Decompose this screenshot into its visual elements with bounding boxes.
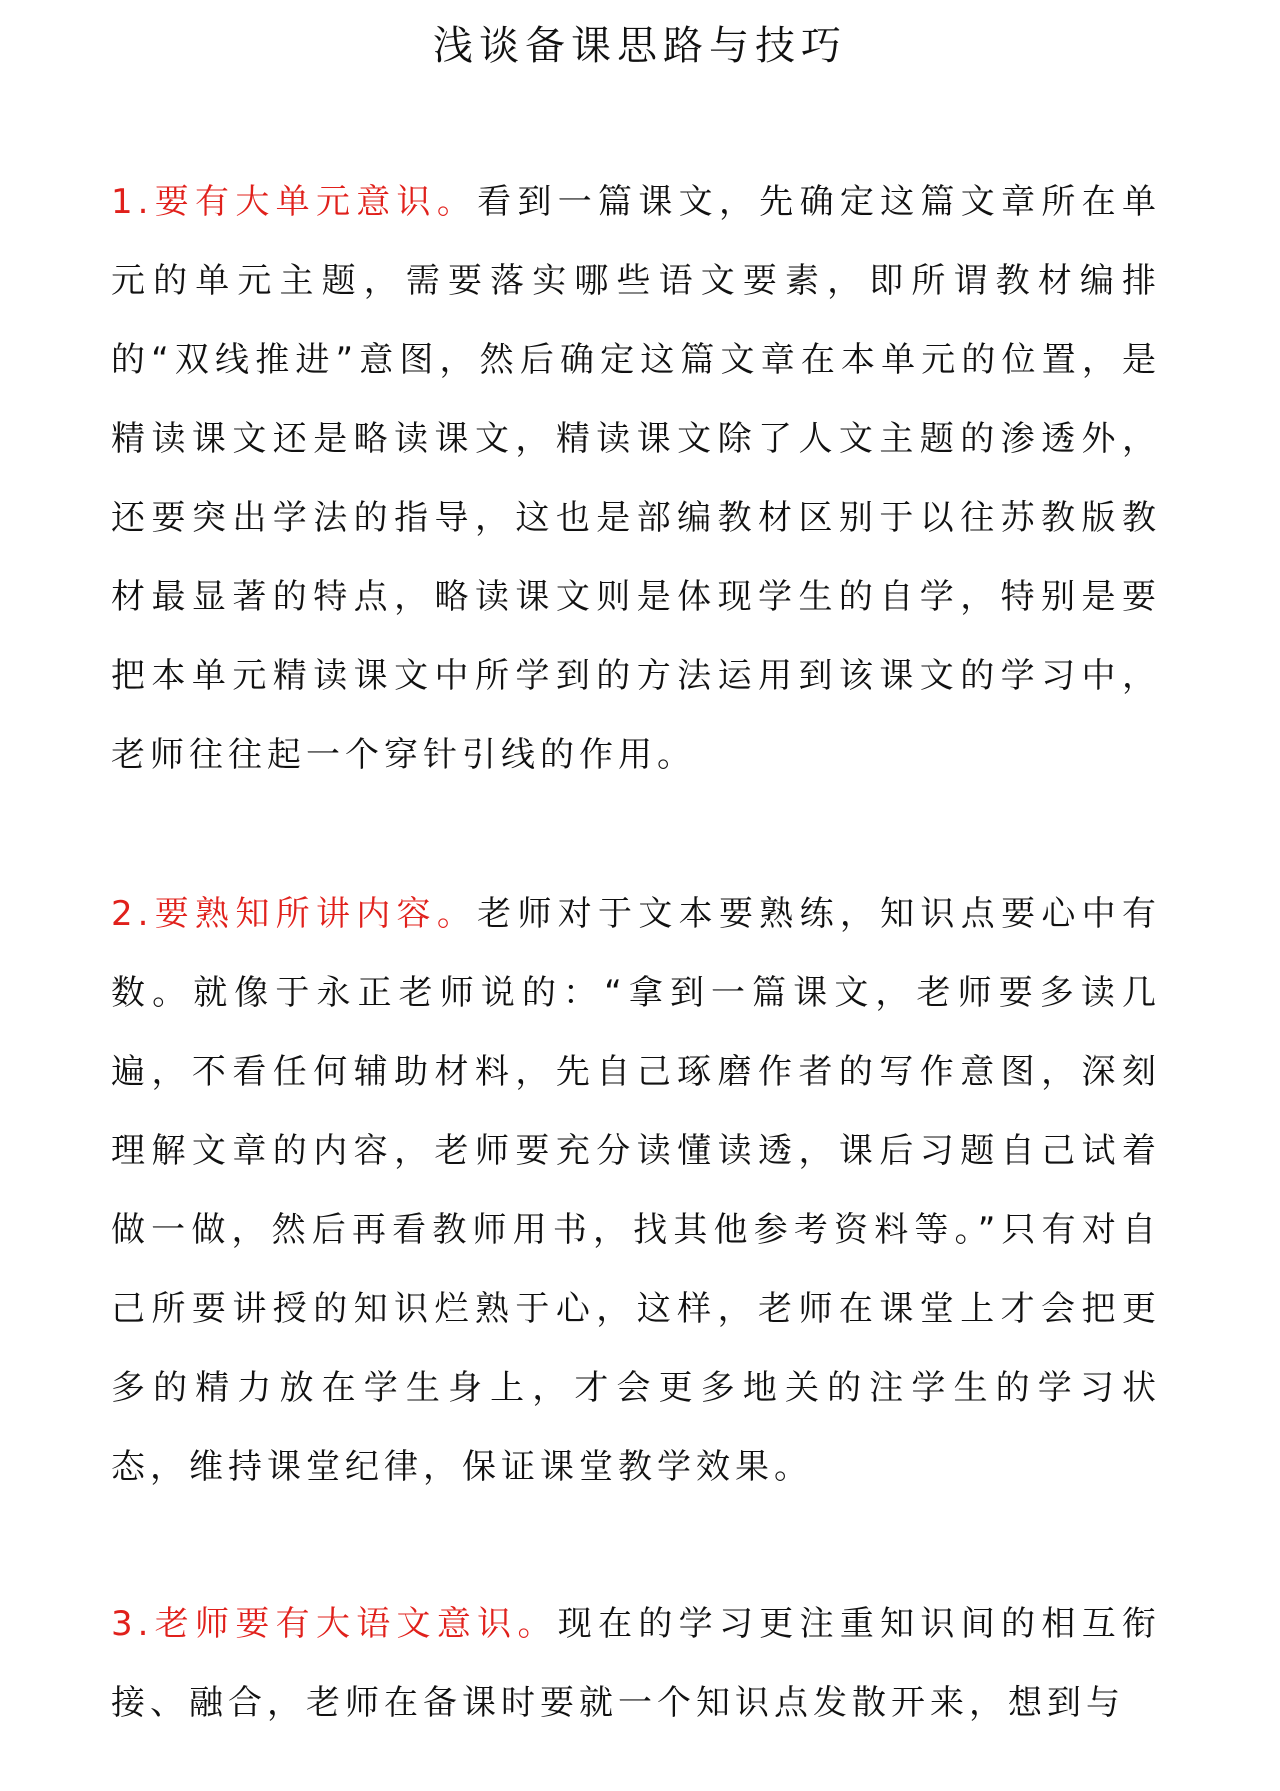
section-1-body: 看到一篇课文，先确定这篇文章所在单元的单元主题，需要落实哪些语文要素，即所谓教材编排的“双线推进”意图，然后确定这篇文章在本单元的位置，是精读课文还是略读课文，精读课文除了人文主题的渗透外，还要突出学法的指导，这也是部编教材区别于以往苏教版教材最显著的特点，略读课文则是体现学生的自学，特别是要把本单元精读课文中所学到的方法运用到该课文的学习中，老师往往起一个穿针引线的作用。 (111, 182, 1161, 775)
section-1 (111, 163, 1161, 795)
section-3 (111, 1585, 1161, 1743)
section-3-body: 现在的学习更注重知识间的相互衔接、融合，老师在备课时要就一个知识点发散开来，想到与 (111, 1604, 1161, 1723)
section-2 (111, 875, 1161, 1507)
document-title: 浅谈备课思路与技巧 (433, 23, 847, 69)
section-2-body: 老师对于文本要熟练，知识点要心中有数。就像于永正老师说的：“拿到一篇课文，老师要多读几遍，不看任何辅助材料，先自己琢磨作者的写作意图，深刻理解文章的内容，老师要充分读懂读透，课后习题自己试着做一做，然后再看教师用书，找其他参考资料等。”只有对自己所要讲授的知识烂熟于心，这样，老师在课堂上才会把更多的精力放在学生身上，才会更多地关的注学生的学习状态，维持课堂纪律，保证课堂教学效果。 (111, 894, 1161, 1487)
section-2-heading: 2.要熟知所讲内容。 (111, 894, 478, 934)
section-3-heading: 3.老师要有大语文意识。 (111, 1604, 558, 1644)
section-1-heading: 1.要有大单元意识。 (111, 182, 478, 222)
